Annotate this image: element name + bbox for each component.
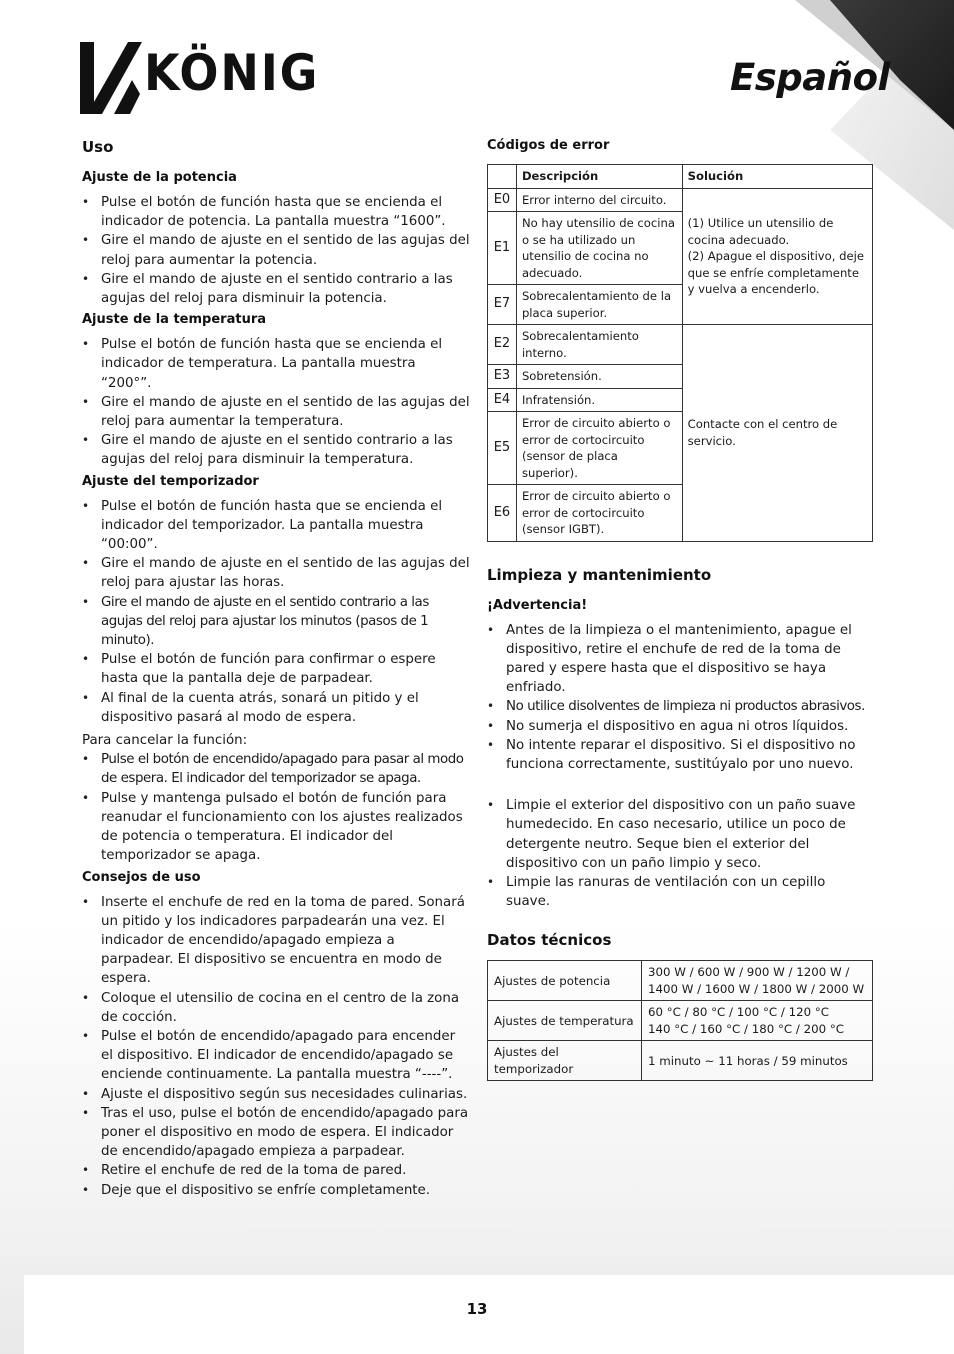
table-header-row (488, 165, 873, 189)
list-item: • Pulse el botón de función hasta que se encienda el indicador del temporizador. La pantalla muestra “00:00”. (82, 497, 470, 555)
list-item: • Al final de la cuenta atrás, sonará un pitido y el dispositivo pasará al modo de espera. (82, 689, 470, 727)
list-item: • Gire el mando de ajuste en el sentido de las agujas del reloj para ajustar las horas. (82, 554, 470, 592)
error-solution (682, 188, 872, 325)
tech-value (642, 1001, 873, 1041)
solution-line: (1) Utilice un utensilio de cocina adecuado. (687, 216, 834, 247)
table-row (488, 1001, 873, 1041)
table-row (488, 961, 873, 1001)
list-item: • Gire el mando de ajuste en el sentido de las agujas del reloj para aumentar la potencia. (82, 231, 470, 269)
table-row (488, 188, 873, 212)
subsection-timer-title: Ajuste del temporizador (82, 473, 259, 489)
list-item: • Pulse y mantenga pulsado el botón de función para reanudar el funcionamiento con los ajustes realizados de potencia o temperatura. El indicador del temporizador se apaga. (82, 789, 470, 866)
section-title-uso: Uso (82, 138, 114, 156)
list-item: • Pulse el botón de función hasta que se encienda el indicador de potencia. La pantalla muestra “1600”. (82, 193, 470, 231)
tech-data-table (487, 960, 873, 1081)
list-item: • Retire el enchufe de red de la toma de pared. (82, 1161, 470, 1180)
power-list (82, 193, 470, 308)
list-item: • Inserte el enchufe de red en la toma de pared. Sonará un pitido y los indicadores parpadearán una vez. El indicador de encendido/apagado empieza a parpadear. El dispositivo se encuentra en modo de espera. (82, 893, 470, 989)
list-item: • Pulse el botón de función hasta que se encienda el indicador de temperatura. La pantalla muestra “200°”. (82, 335, 470, 393)
error-code: E1 (488, 212, 517, 285)
tech-key: Ajustes de temperatura (488, 1001, 642, 1041)
list-item: • Limpie el exterior del dispositivo con un paño suave humedecido. En caso necesario, utilice un poco de detergente neutro. Seque bien el exterior del dispositivo con un paño limpio y seco. (487, 796, 873, 873)
list-item: • Gire el mando de ajuste en el sentido contrario a las agujas del reloj para disminuir la temperatura. (82, 431, 470, 469)
tech-value: 1 minuto ~ 11 horas / 59 minutos (642, 1041, 873, 1081)
brand-logo-text: KÖNIG (144, 44, 320, 102)
timer-list (82, 497, 470, 727)
tech-value (642, 961, 873, 1001)
error-code: E4 (488, 388, 517, 412)
header-cell-solution: Solución (682, 165, 872, 189)
tech-value-line: 60 °C / 80 °C / 100 °C / 120 °C (648, 1005, 830, 1020)
cleaning-title: Limpieza y mantenimiento (487, 565, 712, 584)
list-item: • Limpie las ranuras de ventilación con un cepillo suave. (487, 873, 873, 911)
error-description: Infratensión. (516, 388, 682, 412)
temperature-list (82, 335, 470, 469)
list-item: • Ajuste el dispositivo según sus necesidades culinarias. (82, 1085, 470, 1104)
list-item: • Pulse el botón de función para confirmar o espere hasta que la pantalla deje de parpadear. (82, 650, 470, 688)
error-description: Error de circuito abierto o error de cortocircuito (sensor de placa superior). (516, 412, 682, 485)
left-column (82, 138, 470, 1204)
tech-key: Ajustes de potencia (488, 961, 642, 1001)
error-code: E5 (488, 412, 517, 485)
header-cell-description: Descripción (516, 165, 682, 189)
error-code: E6 (488, 485, 517, 542)
cancel-list (82, 750, 470, 865)
tech-value-line: 140 °C / 160 °C / 180 °C / 200 °C (648, 1021, 845, 1036)
list-item: • Antes de la limpieza o el mantenimiento, apague el dispositivo, retire el enchufe de red de la toma de pared y espere hasta que el dispositivo se haya enfriado. (487, 621, 873, 698)
subsection-tips-title: Consejos de uso (82, 869, 201, 885)
error-code: E7 (488, 285, 517, 325)
tips-list (82, 893, 470, 1200)
tech-value-line: 1400 W / 1600 W / 1800 W / 2000 W (648, 981, 865, 996)
list-item: • No intente reparar el dispositivo. Si el dispositivo no funciona correctamente, sustitúyalo por uno nuevo. (487, 736, 873, 774)
list-item: • Coloque el utensilio de cocina en el centro de la zona de cocción. (82, 989, 470, 1027)
list-item: • Deje que el dispositivo se enfríe completamente. (82, 1181, 470, 1200)
error-codes-title: Códigos de error (487, 138, 610, 153)
error-description: No hay utensilio de cocina o se ha utilizado un utensilio de cocina no adecuado. (516, 212, 682, 285)
error-description: Error de circuito abierto o error de cortocircuito (sensor IGBT). (516, 485, 682, 542)
error-code: E3 (488, 365, 517, 389)
error-description: Error interno del circuito. (516, 188, 682, 212)
solution-line: (2) Apague el dispositivo, deje que se enfríe completamente y vuelva a encenderlo. (687, 249, 864, 296)
subsection-power-title: Ajuste de la potencia (82, 170, 237, 185)
error-codes-table (487, 164, 873, 542)
page-number: 13 (466, 1300, 488, 1318)
list-item: • Gire el mando de ajuste en el sentido contrario a las agujas del reloj para ajustar los minutos (pasos de 1 minuto). (82, 593, 470, 651)
right-column (487, 138, 873, 1081)
error-description: Sobretensión. (516, 365, 682, 389)
tech-data-title: Datos técnicos (487, 931, 612, 950)
tech-key: Ajustes del temporizador (488, 1041, 642, 1081)
cleaning-list (487, 796, 873, 911)
warning-list (487, 621, 873, 775)
error-description: Sobrecalentamiento interno. (516, 325, 682, 365)
tech-value-line: 300 W / 600 W / 900 W / 1200 W / (648, 965, 850, 980)
table-row (488, 325, 873, 365)
warning-title: ¡Advertencia! (487, 597, 588, 613)
header-cell-code (488, 165, 517, 189)
language-title: Español (730, 56, 890, 99)
list-item: • Pulse el botón de encendido/apagado para pasar al modo de espera. El indicador del temporizador se apaga. (82, 750, 470, 788)
subsection-temperature-title: Ajuste de la temperatura (82, 312, 267, 328)
table-row (488, 1041, 873, 1081)
cancel-label: Para cancelar la función: (82, 733, 248, 749)
error-code: E0 (488, 188, 517, 212)
list-item: • No sumerja el dispositivo en agua ni otros líquidos. (487, 717, 873, 736)
list-item: • Gire el mando de ajuste en el sentido de las agujas del reloj para aumentar la temperatura. (82, 393, 470, 431)
error-code: E2 (488, 325, 517, 365)
list-item: • Tras el uso, pulse el botón de encendido/apagado para poner el dispositivo en modo de espera. El indicador de encendido/apagado empieza a parpadear. (82, 1104, 470, 1162)
list-item: • Gire el mando de ajuste en el sentido contrario a las agujas del reloj para disminuir la potencia. (82, 270, 470, 308)
list-item: • No utilice disolventes de limpieza ni productos abrasivos. (487, 697, 873, 716)
error-description: Sobrecalentamiento de la placa superior. (516, 285, 682, 325)
spacer (487, 778, 873, 796)
error-solution: Contacte con el centro de servicio. (682, 325, 872, 542)
list-item: • Pulse el botón de encendido/apagado para encender el dispositivo. El indicador de encendido/apagado se enciende continuamente. La pantalla muestra “----”. (82, 1027, 470, 1085)
